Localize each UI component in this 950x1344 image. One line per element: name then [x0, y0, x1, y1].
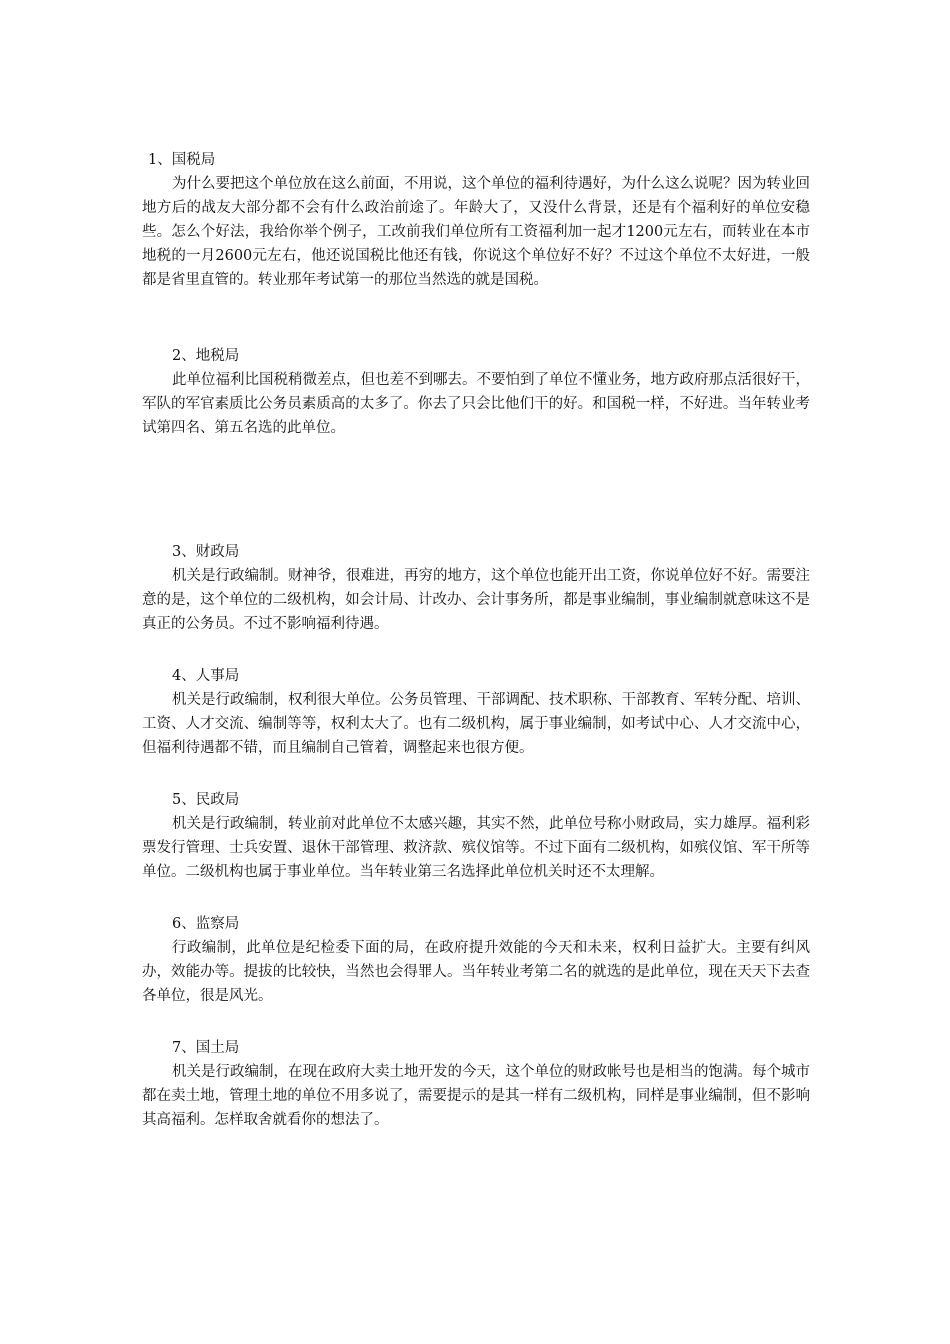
section-renshi — [142, 664, 810, 760]
section-body: 机关是行政编制，转业前对此单位不太感兴趣，其实不然，此单位号称小财政局，实力雄厚。福利彩票发行管理、士兵安置、退休干部管理、救济款、殡仪馆等。不过下面有二级机构，如殡仪馆、军干所等单位。二级机构也属于事业单位。当年转业第三名选择此单位机关时还不太理解。 — [142, 816, 810, 880]
section-heading: 7、国土局 — [172, 1040, 240, 1056]
section-heading: 5、民政局 — [172, 792, 240, 808]
spacer — [142, 440, 810, 540]
section-caizheng — [142, 540, 810, 636]
spacer — [142, 636, 810, 664]
section-heading: 2、地税局 — [172, 348, 240, 364]
section-body: 机关是行政编制。财神爷，很难进，再穷的地方，这个单位也能开出工资，你说单位好不好。需要注意的是，这个单位的二级机构，如会计局、计改办、会计事务所，都是事业编制，事业编制就意味这不是真正的公务员。不过不影响福利待遇。 — [142, 568, 810, 632]
spacer — [142, 292, 810, 344]
section-body: 为什么要把这个单位放在这么前面，不用说，这个单位的福利待遇好，为什么这么说呢？因为转业回地方后的战友大部分都不会有什么政治前途了。年龄大了，又没什么背景，还是有个福利好的单位安稳些。怎么个好法，我给你举个例子，工改前我们单位所有工资福利加一起才1200元左右，而转业在本市地税的一月2600元左右，他还说国税比他还有钱，你说这个单位好不好？不过这个单位不太好进，一般都是省里直管的。转业那年考试第一的那位当然选的就是国税。 — [142, 176, 810, 288]
section-body: 机关是行政编制，权利很大单位。公务员管理、干部调配、技术职称、干部教育、军转分配、培训、工资、人才交流、编制等等，权利太大了。也有二级机构，属于事业编制，如考试中心、人才交流中心，但福利待遇都不错，而且编制自己管着，调整起来也很方便。 — [142, 692, 810, 756]
section-dishui — [142, 344, 810, 440]
section-heading: 4、人事局 — [172, 668, 240, 684]
section-minzheng — [142, 788, 810, 884]
section-guotu — [142, 1036, 810, 1132]
section-heading: 6、监察局 — [172, 916, 240, 932]
section-body: 行政编制，此单位是纪检委下面的局，在政府提升效能的今天和未来，权利日益扩大。主要有纠风办，效能办等。提拔的比较快，当然也会得罪人。当年转业考第二名的就选的是此单位，现在天天下去查各单位，很是风光。 — [142, 940, 810, 1004]
spacer — [142, 760, 810, 788]
section-heading: 1、国税局 — [148, 152, 216, 168]
spacer — [142, 884, 810, 912]
spacer — [142, 1008, 810, 1036]
section-heading: 3、财政局 — [172, 544, 240, 560]
document-page — [142, 148, 810, 1132]
section-guoshui — [142, 148, 810, 292]
section-body: 此单位福利比国税稍微差点，但也差不到哪去。不要怕到了单位不懂业务，地方政府那点活很好干，军队的军官素质比公务员素质高的太多了。你去了只会比他们干的好。和国税一样，不好进。当年转业考试第四名、第五名选的此单位。 — [142, 372, 810, 436]
section-body: 机关是行政编制，在现在政府大卖土地开发的今天，这个单位的财政帐号也是相当的饱满。每个城市都在卖土地，管理土地的单位不用多说了，需要提示的是其一样有二级机构，同样是事业编制，但不影响其高福利。怎样取舍就看你的想法了。 — [142, 1064, 810, 1128]
section-jiancha — [142, 912, 810, 1008]
